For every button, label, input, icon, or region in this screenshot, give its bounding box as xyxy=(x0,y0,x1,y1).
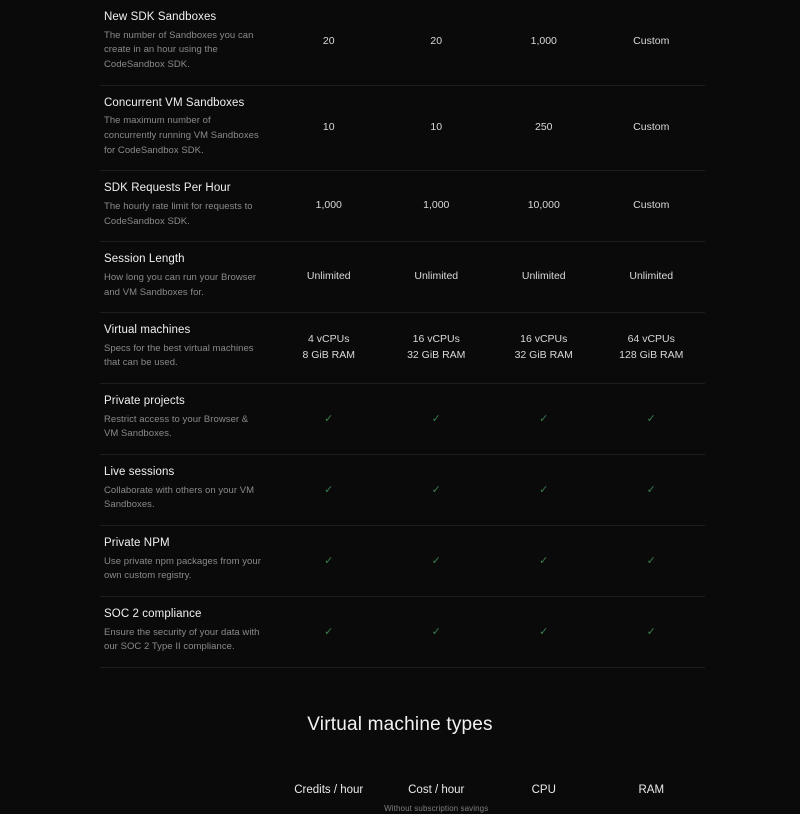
feature-value-cell xyxy=(275,313,383,383)
feature-title: SDK Requests Per Hour xyxy=(104,182,231,195)
check-icon: ✓ xyxy=(324,412,334,425)
feature-check-cell xyxy=(490,455,598,525)
value-text: Custom xyxy=(633,199,670,212)
feature-cell xyxy=(100,0,275,85)
feature-value-cell xyxy=(383,171,491,241)
check-icon: ✓ xyxy=(324,625,334,638)
feature-value-cell xyxy=(490,242,598,312)
table-row xyxy=(100,384,705,455)
feature-check-cell xyxy=(383,526,491,596)
table-row xyxy=(100,597,705,668)
value-text-secondary: 32 GiB RAM xyxy=(407,349,466,362)
feature-value-cell xyxy=(383,0,491,85)
feature-cell xyxy=(100,242,275,312)
feature-title: SOC 2 compliance xyxy=(104,608,202,621)
feature-value-cell xyxy=(490,171,598,241)
check-icon: ✓ xyxy=(431,625,441,638)
feature-check-cell xyxy=(490,597,598,667)
value-text-secondary: 128 GiB RAM xyxy=(619,349,684,362)
feature-description: Specs for the best virtual machines that can be used. xyxy=(104,342,254,369)
feature-value-cell xyxy=(275,171,383,241)
check-icon: ✓ xyxy=(646,554,656,567)
feature-value-cell xyxy=(383,313,491,383)
check-icon: ✓ xyxy=(324,554,334,567)
feature-check-cell xyxy=(490,526,598,596)
value-text: 16 vCPUs xyxy=(412,333,460,346)
feature-check-cell xyxy=(275,455,383,525)
vm-column-header xyxy=(275,782,383,814)
feature-check-cell xyxy=(598,597,706,667)
feature-check-cell xyxy=(598,455,706,525)
feature-check-cell xyxy=(275,597,383,667)
feature-title: Private NPM xyxy=(104,537,170,550)
feature-check-cell xyxy=(383,597,491,667)
table-row xyxy=(100,171,705,242)
check-icon: ✓ xyxy=(646,625,656,638)
value-text: 20 xyxy=(430,35,443,48)
feature-value-cell xyxy=(598,0,706,85)
value-text: Custom xyxy=(633,121,670,134)
check-icon: ✓ xyxy=(539,412,549,425)
virtual-machine-types-section xyxy=(0,714,800,814)
check-icon: ✓ xyxy=(646,483,656,496)
value-text: 10,000 xyxy=(527,199,560,212)
feature-title: Live sessions xyxy=(104,466,175,479)
value-text: 4 vCPUs xyxy=(308,333,350,346)
vm-column-label: Credits / hour xyxy=(294,784,364,797)
value-text: 250 xyxy=(534,121,553,134)
feature-description: Use private npm packages from your own custom registry. xyxy=(104,555,261,582)
feature-value-cell xyxy=(275,242,383,312)
feature-value-cell xyxy=(383,242,491,312)
vm-column-sublabel: Without subscription savings xyxy=(384,804,489,814)
feature-check-cell xyxy=(598,384,706,454)
vm-column-header xyxy=(490,782,598,814)
feature-title: Session Length xyxy=(104,253,185,266)
feature-check-cell xyxy=(275,526,383,596)
feature-value-cell xyxy=(383,86,491,171)
feature-description: Restrict access to your Browser & VM Sandboxes. xyxy=(104,413,249,440)
feature-cell xyxy=(100,171,275,241)
feature-value-cell xyxy=(598,313,706,383)
vm-column-label: CPU xyxy=(531,784,556,797)
vm-header-spacer xyxy=(100,782,275,814)
value-text-secondary: 32 GiB RAM xyxy=(514,349,573,362)
feature-check-cell xyxy=(598,526,706,596)
vm-column-label: RAM xyxy=(638,784,665,797)
feature-title: Private projects xyxy=(104,395,185,408)
table-row xyxy=(100,0,705,86)
value-text-secondary: 8 GiB RAM xyxy=(302,349,355,362)
check-icon: ✓ xyxy=(646,412,656,425)
feature-title: Virtual machines xyxy=(104,324,191,337)
table-row xyxy=(100,455,705,526)
vm-column-header xyxy=(598,782,706,814)
vm-column-label: Cost / hour xyxy=(408,784,465,797)
feature-value-cell xyxy=(490,313,598,383)
value-text: 64 vCPUs xyxy=(627,333,675,346)
value-text: 10 xyxy=(430,121,443,134)
feature-cell xyxy=(100,526,275,596)
feature-value-cell xyxy=(275,86,383,171)
value-text: 1,000 xyxy=(530,35,557,48)
vm-table-header xyxy=(0,782,800,814)
feature-value-cell xyxy=(275,0,383,85)
value-text: Unlimited xyxy=(306,270,351,283)
feature-cell xyxy=(100,597,275,667)
check-icon: ✓ xyxy=(539,554,549,567)
value-text: 16 vCPUs xyxy=(520,333,568,346)
feature-cell xyxy=(100,86,275,171)
feature-description: Ensure the security of your data with our SOC 2 Type II compliance. xyxy=(104,626,260,653)
check-icon: ✓ xyxy=(431,412,441,425)
table-row xyxy=(100,242,705,313)
feature-description: Collaborate with others on your VM Sandboxes. xyxy=(104,484,255,511)
check-icon: ✓ xyxy=(431,483,441,496)
value-text: Unlimited xyxy=(521,270,566,283)
feature-check-cell xyxy=(490,384,598,454)
table-row xyxy=(100,313,705,384)
feature-description: The hourly rate limit for requests to CodeSandbox SDK. xyxy=(104,200,253,227)
check-icon: ✓ xyxy=(539,625,549,638)
value-text: 20 xyxy=(322,35,335,48)
feature-title: New SDK Sandboxes xyxy=(104,11,217,23)
feature-check-cell xyxy=(383,384,491,454)
feature-cell xyxy=(100,384,275,454)
value-text: 1,000 xyxy=(315,199,342,212)
vm-section-title: Virtual machine types xyxy=(307,714,493,736)
feature-value-cell xyxy=(598,242,706,312)
feature-check-cell xyxy=(383,455,491,525)
feature-value-cell xyxy=(598,171,706,241)
feature-description: How long you can run your Browser and VM Sandboxes for. xyxy=(104,271,257,298)
vm-column-header xyxy=(383,782,491,814)
feature-value-cell xyxy=(490,0,598,85)
feature-title: Concurrent VM Sandboxes xyxy=(104,96,245,109)
feature-value-cell xyxy=(490,86,598,171)
feature-description: The maximum number of concurrently running VM Sandboxes for CodeSandbox SDK. xyxy=(104,115,259,156)
value-text: 10 xyxy=(322,121,335,134)
table-row xyxy=(100,526,705,597)
feature-cell xyxy=(100,455,275,525)
value-text: 1,000 xyxy=(423,199,450,212)
feature-cell xyxy=(100,313,275,383)
check-icon: ✓ xyxy=(539,483,549,496)
check-icon: ✓ xyxy=(431,554,441,567)
value-text: Custom xyxy=(633,35,670,48)
table-row xyxy=(100,86,705,172)
value-text: Unlimited xyxy=(414,270,459,283)
feature-check-cell xyxy=(275,384,383,454)
feature-value-cell xyxy=(598,86,706,171)
check-icon: ✓ xyxy=(324,483,334,496)
value-text: Unlimited xyxy=(629,270,674,283)
feature-description: The number of Sandboxes you can create in an hour using the CodeSandbox SDK. xyxy=(104,29,254,70)
